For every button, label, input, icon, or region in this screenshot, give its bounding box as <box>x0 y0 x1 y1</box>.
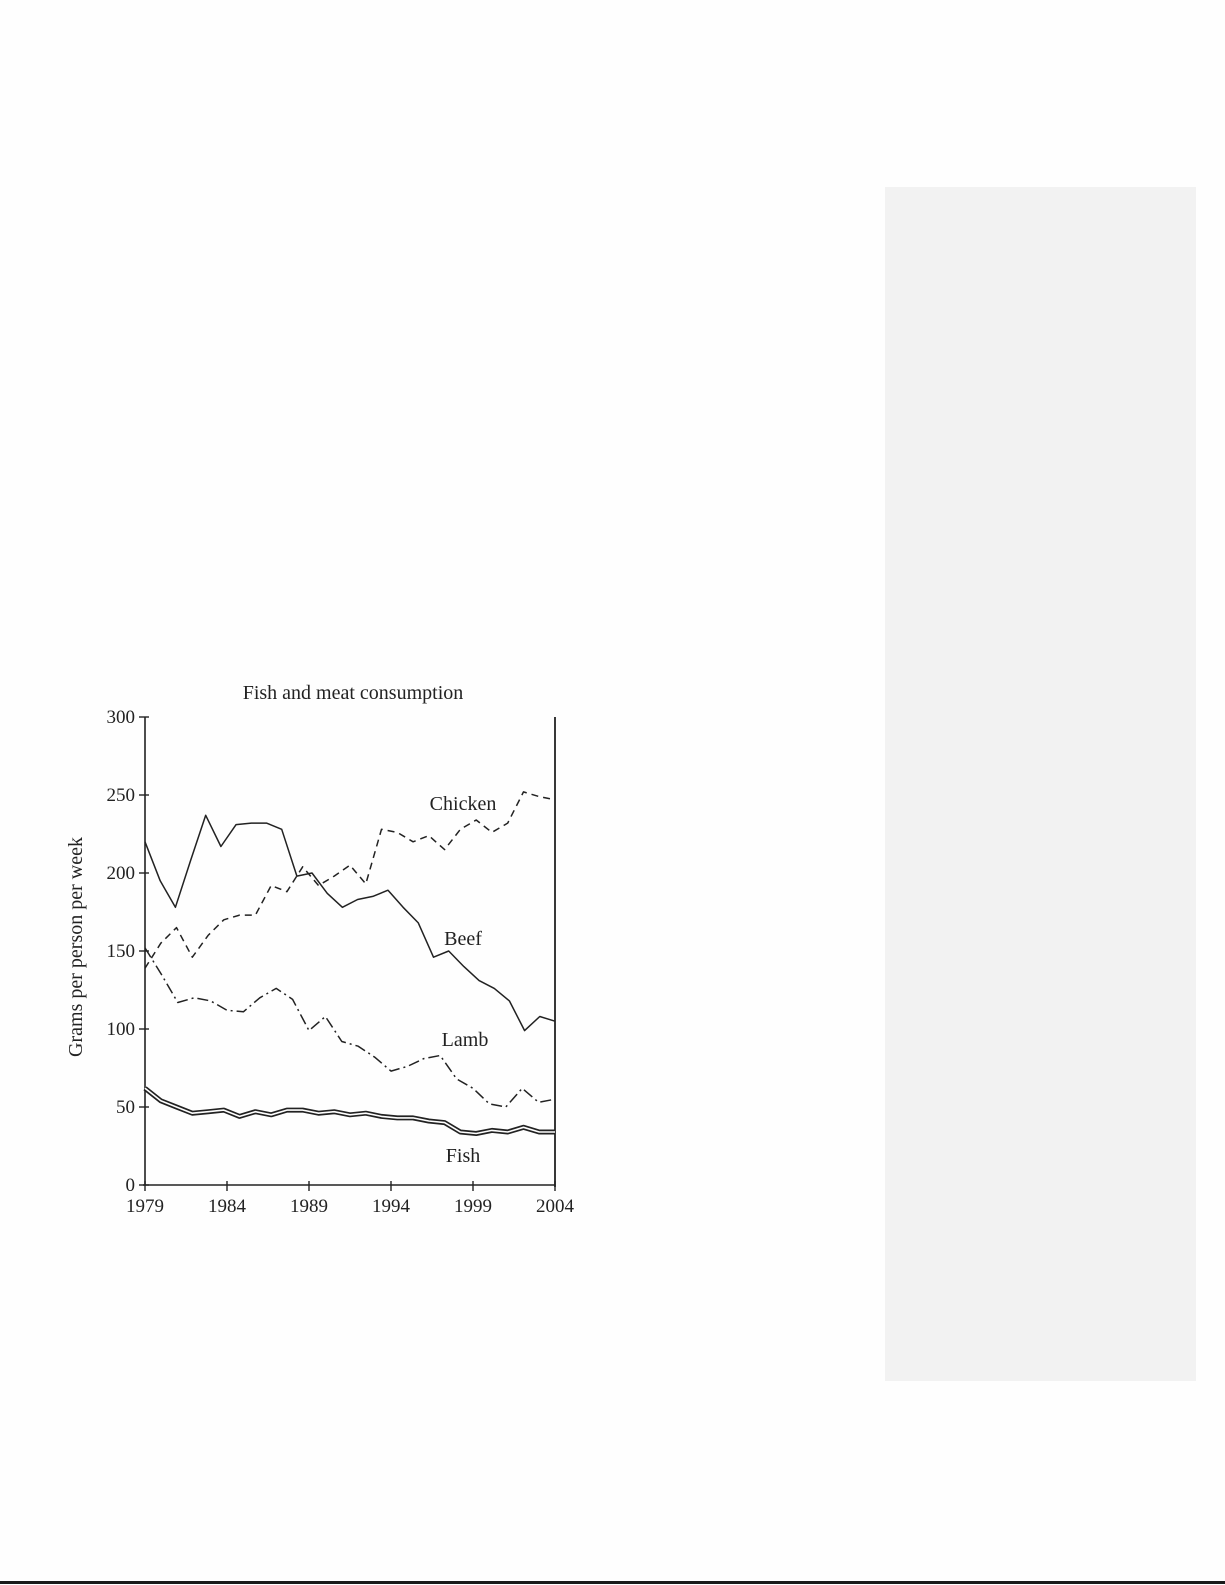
fish-point <box>239 1116 240 1117</box>
lamb-point <box>210 1000 211 1001</box>
beef-point <box>463 966 464 967</box>
fish-point <box>208 1111 209 1112</box>
chicken-point <box>523 791 524 792</box>
lamb-point <box>423 1058 424 1059</box>
fish-point <box>302 1110 303 1111</box>
fish-point <box>176 1106 177 1107</box>
chicken-point <box>271 885 272 886</box>
y-tick-label: 250 <box>106 785 135 806</box>
beef-point <box>403 907 404 908</box>
beef-line <box>145 815 555 1030</box>
beef-point <box>281 829 282 830</box>
x-tick-label: 2004 <box>536 1196 574 1217</box>
chicken-point <box>491 832 492 833</box>
lamb-point <box>325 1016 326 1017</box>
beef-point <box>296 876 297 877</box>
chicken-point <box>460 829 461 830</box>
beef-point <box>220 846 221 847</box>
chicken-point <box>539 796 540 797</box>
lamb-point <box>276 988 277 989</box>
chicken-series-label: Chicken <box>429 793 497 815</box>
chicken-point <box>255 915 256 916</box>
beef-point <box>175 907 176 908</box>
chicken-point <box>208 935 209 936</box>
fish-point <box>523 1127 524 1128</box>
chicken-point <box>428 835 429 836</box>
y-axis-label: Grams per person per week <box>65 837 87 1057</box>
fish-point <box>444 1122 445 1123</box>
chicken-point <box>507 823 508 824</box>
lamb-point <box>308 1030 309 1031</box>
fish-point <box>192 1113 193 1114</box>
lamb-point <box>374 1057 375 1058</box>
y-tick-label: 200 <box>106 863 135 884</box>
beef-point <box>357 899 358 900</box>
x-tick-label: 1984 <box>208 1196 246 1217</box>
chicken-point <box>223 919 224 920</box>
lamb-point <box>489 1103 490 1104</box>
x-tick-label: 1979 <box>126 1196 164 1217</box>
lamb-point <box>292 999 293 1000</box>
x-tick-label: 1999 <box>454 1196 492 1217</box>
y-ticks <box>107 707 150 1196</box>
lamb-point <box>226 1010 227 1011</box>
fish-point <box>413 1117 414 1118</box>
lamb-point <box>161 974 162 975</box>
beef-point <box>311 872 312 873</box>
chicken-point <box>144 968 145 969</box>
lamb-point <box>554 1099 555 1100</box>
fish-point <box>271 1114 272 1115</box>
chicken-point <box>176 927 177 928</box>
chicken-point <box>239 915 240 916</box>
lamb-series-label: Lamb <box>441 1029 489 1051</box>
fish-point <box>223 1110 224 1111</box>
chicken-point <box>160 943 161 944</box>
lamb-point <box>522 1088 523 1089</box>
lamb-point <box>243 1011 244 1012</box>
chicken-point <box>476 819 477 820</box>
beef-point <box>236 824 237 825</box>
chicken-point <box>286 891 287 892</box>
fish-point <box>491 1130 492 1131</box>
beef-series-label: Beef <box>444 928 482 950</box>
fish-point <box>160 1100 161 1101</box>
beef-point <box>144 841 145 842</box>
fish-point <box>507 1131 508 1132</box>
beef-point <box>190 860 191 861</box>
chicken-point <box>397 832 398 833</box>
fish-point <box>460 1131 461 1132</box>
beef-point <box>372 896 373 897</box>
fish-point <box>334 1111 335 1112</box>
chicken-point <box>413 841 414 842</box>
chicken-point <box>334 876 335 877</box>
beef-point <box>387 890 388 891</box>
series-points <box>144 791 555 1134</box>
fish-point <box>144 1088 145 1089</box>
chicken-point <box>365 883 366 884</box>
chicken-point <box>349 865 350 866</box>
y-tick-label: 100 <box>106 1019 135 1040</box>
x-ticks <box>126 1181 575 1217</box>
beef-point <box>494 988 495 989</box>
fish-point <box>365 1113 366 1114</box>
chicken-point <box>381 829 382 830</box>
fish-point <box>554 1131 555 1132</box>
y-tick-label: 50 <box>116 1097 135 1118</box>
beef-point <box>205 815 206 816</box>
beef-point <box>509 1000 510 1001</box>
series-labels <box>430 793 497 1167</box>
lamb-point <box>341 1041 342 1042</box>
beef-point <box>448 950 449 951</box>
lamb-point <box>456 1078 457 1079</box>
lamb-point <box>358 1046 359 1047</box>
beef-point <box>327 893 328 894</box>
y-tick-label: 300 <box>106 707 135 728</box>
lamb-point <box>407 1066 408 1067</box>
fish-point <box>428 1120 429 1121</box>
x-tick-label: 1994 <box>372 1196 410 1217</box>
chicken-point <box>318 885 319 886</box>
lamb-line <box>145 948 555 1107</box>
beef-point <box>433 957 434 958</box>
fish-point <box>286 1110 287 1111</box>
fish-point <box>318 1113 319 1114</box>
fish-point <box>255 1111 256 1112</box>
beef-point <box>418 922 419 923</box>
chart-title: Fish and meat consumption <box>242 682 464 704</box>
beef-point <box>479 980 480 981</box>
beef-point <box>251 823 252 824</box>
lamb-point <box>538 1102 539 1103</box>
y-tick-label: 150 <box>106 941 135 962</box>
fish-point <box>397 1117 398 1118</box>
beef-point <box>554 1021 555 1022</box>
beef-point <box>160 880 161 881</box>
lamb-point <box>144 947 145 948</box>
beef-point <box>539 1016 540 1017</box>
lamb-point <box>440 1055 441 1056</box>
lamb-point <box>390 1071 391 1072</box>
fish-point <box>539 1131 540 1132</box>
fish-point <box>381 1116 382 1117</box>
chicken-point <box>302 866 303 867</box>
lamb-point <box>259 997 260 998</box>
fish-line <box>145 1088 555 1133</box>
chicken-point <box>444 849 445 850</box>
chicken-point <box>192 957 193 958</box>
lamb-point <box>194 997 195 998</box>
beef-point <box>266 823 267 824</box>
lamb-point <box>505 1106 506 1107</box>
fish-point <box>349 1114 350 1115</box>
lamb-point <box>472 1088 473 1089</box>
y-tick-label: 0 <box>125 1175 135 1196</box>
series-lines <box>145 792 555 1134</box>
fish-point <box>476 1133 477 1134</box>
lamb-point <box>177 1002 178 1003</box>
x-tick-label: 1989 <box>290 1196 328 1217</box>
chicken-point <box>554 799 555 800</box>
beef-point <box>524 1030 525 1031</box>
beef-point <box>342 907 343 908</box>
fish-series-label: Fish <box>445 1145 481 1167</box>
